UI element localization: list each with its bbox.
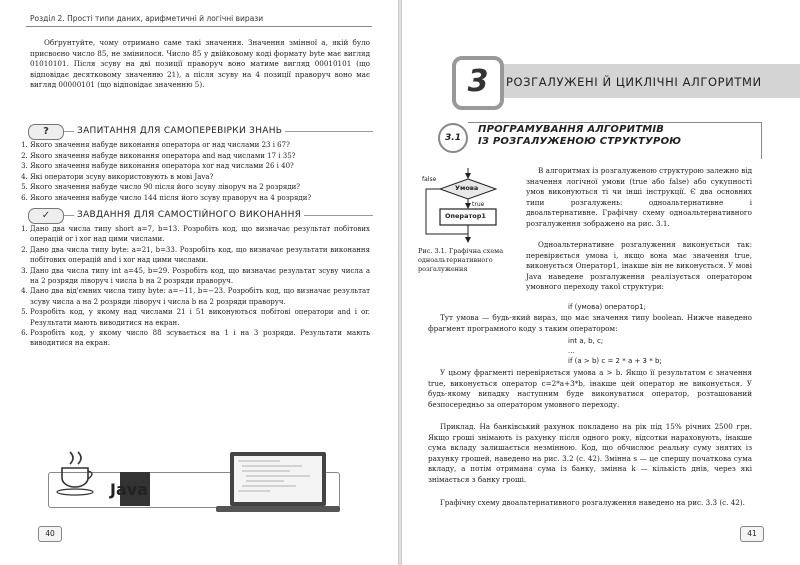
list-item: 2. Якого значення набуде виконання оператора and над числами 17 і 35? bbox=[30, 151, 370, 162]
code-line: int a, b, c; bbox=[568, 337, 604, 345]
paragraph: В алгоритмах із розгалуженою структурою залежно від значення логічної умови (true або false) або сукупності умов виконуються ті чи інші інструкції. Є два основних типи розгалужень: одноальтернативне і двоальтернативне. Графічну схему одноальтернативного розгалуження зображено на рис. 3.1. bbox=[526, 166, 752, 228]
list-item: 1. Дано два числа типу short a=7, b=13. Розробіть код, що визначає результат побітових операцій or і xor над цими числами. bbox=[30, 224, 370, 245]
page-number: 41 bbox=[740, 526, 764, 542]
checkmark-icon: ✓ bbox=[28, 208, 64, 224]
tasks-heading bbox=[28, 208, 373, 222]
paragraph: Графічну схему двоальтернативного розгалуження наведено на рис. 3.3 (с. 42). bbox=[440, 498, 745, 507]
list-item: 6. Розробіть код, у якому число 88 зсувається на 1 і на 3 розряди. Результати мають виводитися на екран. bbox=[30, 328, 370, 349]
code-line: if (a > b) c = 2 * a + 3 * b; bbox=[568, 357, 662, 365]
list-item: 3. Дано два числа типу int a=45, b=29. Розробіть код, що визначає результат зсуву числа a на 2 розряди ліворуч і числа b на 2 розряди праворуч. bbox=[30, 266, 370, 287]
laptop-icon bbox=[216, 452, 340, 512]
question-icon: ? bbox=[28, 124, 64, 140]
section-number: 3.1 bbox=[438, 123, 468, 153]
tasks-title: ЗАВДАННЯ ДЛЯ САМОСТІЙНОГО ВИКОНАННЯ bbox=[74, 208, 304, 222]
paragraph: Приклад. На банківський рахунок покладено на рік під 15% річних 2500 грн. Якщо гроші знімають із рахунку після одного року, відсотки нараховують, інакше сума вкладу залишається незмінною. Код, що обчислює реальну суму знятих із рахунку грошей, наведено на рис. 3.2 (с. 42). Змінна s — це спершу початкова сума вкладу, а потім отримана сума із банку, змінна k — кількість днів, через які знімається з банку гроші. bbox=[428, 422, 752, 484]
self-check-title: ЗАПИТАННЯ ДЛЯ САМОПЕРЕВІРКИ ЗНАНЬ bbox=[74, 124, 285, 138]
operator-label: Оператор1 bbox=[445, 212, 486, 220]
list-item: 1. Якого значення набуде виконання оператора or над числами 23 і 67? bbox=[30, 140, 370, 151]
paragraph: Одноальтернативне розгалуження виконується так: перевіряється умова і, якщо вона має значення true, виконується Оператор1, інакше він не виконується. У мові Java наведене розгалуження реалізується оператором умовного переходу такої структури: bbox=[526, 240, 752, 292]
chapter-number: 3 bbox=[452, 56, 504, 110]
java-illustration bbox=[40, 446, 360, 516]
false-label: false bbox=[422, 176, 437, 183]
tasks-list bbox=[16, 224, 370, 349]
code-line: ... bbox=[568, 347, 575, 355]
intro-paragraph: Обґрунтуйте, чому отримано саме такі значення. Значення змінної a, якій було присвоєно число 85, не змінилося. Число 85 у двійковому коді формату byte має вигляд 01010101. Після зсуву на дві позиції праворуч воно матиме вигляд 00010101 (що відповідає десятковому значенню 21), а після зсуву на 4 позиції праворуч воно має вигляд 00000101 (що відповідає значенню 5). bbox=[30, 38, 370, 90]
right-page bbox=[402, 0, 800, 565]
running-head: Розділ 2. Прості типи даних, арифметичні й логічні вирази bbox=[30, 14, 264, 23]
chapter-title: РОЗГАЛУЖЕНІ Й ЦИКЛІЧНІ АЛГОРИТМИ bbox=[506, 75, 762, 89]
paragraph: У цьому фрагменті перевіряється умова a > b. Якщо її результатом є значення true, виконується оператор c=2*a+3*b, інакше цей оператор не виконується. У будь-якому випадку наступним буде виконуватися оператор, розташований безпосередньо за оператором умовного переходу. bbox=[428, 368, 752, 409]
self-check-heading bbox=[28, 124, 373, 138]
condition-label: Умова bbox=[455, 184, 479, 192]
list-item: 2. Дано два числа типу byte: a=21, b=33. Розробіть код, що визначає результати виконання побітових операцій and і xor над цими числами. bbox=[30, 245, 370, 266]
page-number: 40 bbox=[38, 526, 62, 542]
java-cup-icon bbox=[57, 452, 93, 495]
true-label: true bbox=[472, 201, 485, 208]
list-item: 5. Якого значення набуде число 90 після його зсуву ліворуч на 2 розряди? bbox=[30, 182, 370, 193]
figure-caption: Рис. 3.1. Графічна схема одноальтернативного розгалуження bbox=[418, 247, 504, 273]
section-title-line2: ІЗ РОЗГАЛУЖЕНОЮ СТРУКТУРОЮ bbox=[478, 136, 682, 147]
running-head-rule bbox=[26, 26, 372, 27]
section-title-line1: ПРОГРАМУВАННЯ АЛГОРИТМІВ bbox=[478, 124, 665, 135]
list-item: 3. Якого значення набуде виконання оператора xor над числами 26 і 40? bbox=[30, 161, 370, 172]
java-label: Java bbox=[110, 480, 148, 499]
code-line: if (умова) оператор1; bbox=[568, 303, 646, 311]
list-item: 4. Які оператори зсуву використовують в мові Java? bbox=[30, 172, 370, 183]
list-item: 5. Розробіть код, у якому над числами 21 і 51 виконуються побітові оператори and і or. Результати мають виводитися на екран. bbox=[30, 307, 370, 328]
list-item: 4. Дано два від'ємних числа типу byte: a=−11, b=−23. Розробіть код, що визначає результат зсуву числа a на 2 розряди ліворуч і числа b на 2 розряди праворуч. bbox=[30, 286, 370, 307]
paragraph: Тут умова — будь-який вираз, що має значення типу boolean. Нижче наведено фрагмент програмного коду з таким оператором: bbox=[428, 313, 752, 333]
self-check-list bbox=[16, 140, 370, 204]
left-page bbox=[0, 0, 398, 565]
list-item: 6. Якого значення набуде число 144 після його зсуву праворуч на 4 розряди? bbox=[30, 193, 370, 204]
section-title bbox=[478, 124, 681, 148]
